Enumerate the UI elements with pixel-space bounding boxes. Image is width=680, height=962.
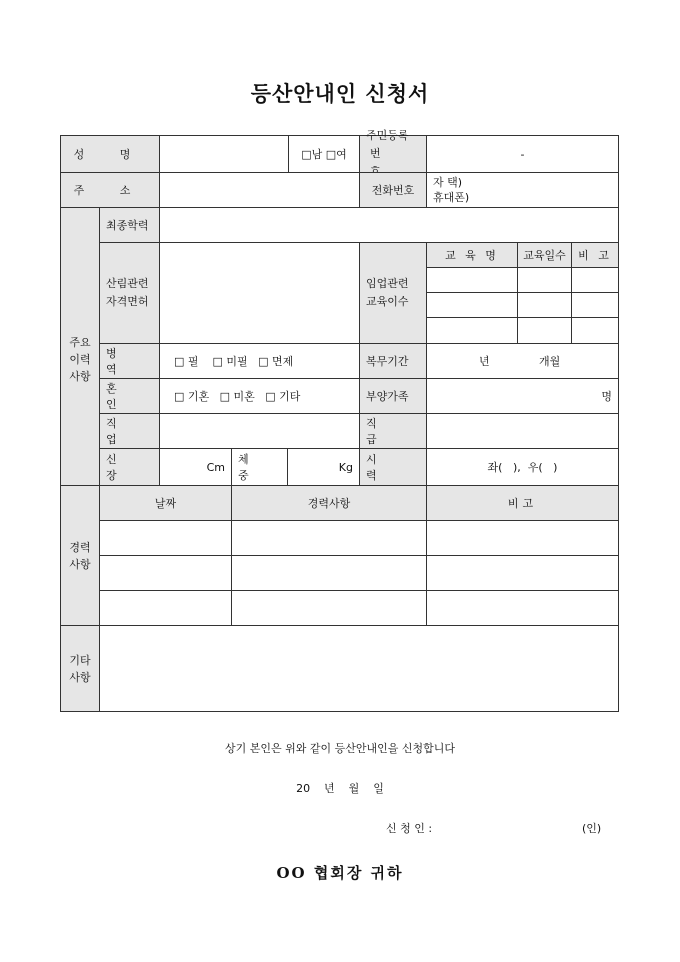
forest-license-input[interactable] (159, 242, 360, 344)
history-label-cell (60, 207, 100, 486)
height-input[interactable]: Cm (159, 448, 232, 486)
edu-row-1-name[interactable] (426, 267, 518, 293)
height-label-cell: 신 장 (99, 448, 160, 486)
form-grid (60, 129, 619, 712)
address-input[interactable] (159, 172, 360, 208)
job-label-cell: 직 업 (99, 413, 160, 449)
career-row-1-detail[interactable] (231, 520, 427, 556)
rank-label-cell: 직 급 (359, 413, 427, 449)
forest-license-label-cell (99, 242, 160, 344)
resident-no-label-2: 번 (370, 147, 401, 160)
military-label-cell: 병 역 (99, 343, 160, 379)
career-header-note: 비고 (426, 485, 619, 521)
forest-license-label-2: 자격면허 (106, 295, 149, 308)
edu-row-3-name[interactable] (426, 317, 518, 344)
career-row-3-note[interactable] (426, 590, 619, 626)
name-label-cell: 성 명 (60, 135, 160, 173)
edu-row-3-note[interactable] (571, 317, 619, 344)
weight-label-cell: 체 중 (231, 448, 288, 486)
seal-mark: (인) (582, 822, 602, 835)
resident-no-input[interactable]: - (426, 135, 619, 173)
military-options[interactable]: □ 필 □ 미필 □ 면제 (159, 343, 360, 379)
edu-row-2-note[interactable] (571, 292, 619, 318)
service-period-input[interactable] (426, 343, 619, 379)
service-month-unit: 개월 (539, 355, 561, 368)
vision-label-cell: 시 력 (359, 448, 427, 486)
other-input[interactable] (99, 625, 619, 712)
recipient-line: OO 협회장 귀하 (276, 864, 404, 882)
career-row-1-note[interactable] (426, 520, 619, 556)
career-row-2-detail[interactable] (231, 555, 427, 591)
resident-no-label-1: 주민등록 (366, 129, 409, 142)
service-year-unit: 년 (479, 355, 490, 368)
name-input[interactable] (159, 135, 289, 173)
date-line: 20 년 월 일 (296, 782, 384, 795)
address-label-cell: 주 소 (60, 172, 160, 208)
forest-edu-label-2: 교육이수 (366, 295, 409, 308)
service-period-label-cell: 복무기간 (359, 343, 427, 379)
history-label-3: 사항 (69, 370, 91, 383)
resident-no-label-cell (359, 129, 427, 173)
edu-row-3-days[interactable] (517, 317, 572, 344)
history-label-2: 이력 (69, 353, 91, 366)
career-row-2-note[interactable] (426, 555, 619, 591)
career-label-2: 사항 (69, 557, 91, 571)
weight-input[interactable]: Kg (287, 448, 360, 486)
forest-license-label-1: 산림관련 (106, 277, 149, 290)
education-input[interactable] (159, 207, 619, 243)
statement-text: 상기 본인은 위와 같이 등산안내인을 신청합니다 (224, 742, 455, 755)
forest-edu-label-1: 임업관련 (366, 277, 409, 290)
edu-header-note: 비 고 (571, 242, 619, 268)
gender-checkbox[interactable]: □남 □여 (288, 135, 360, 173)
phone-mobile-label: 휴대폰) (433, 191, 470, 204)
career-row-3-date[interactable] (99, 590, 232, 626)
phone-home-label: 자 택) (433, 176, 463, 189)
dependents-label-cell: 부양가족 (359, 378, 427, 414)
edu-header-days: 교육일수 (517, 242, 572, 268)
page-title: 등산안내인 신청서 (250, 81, 430, 106)
other-label-2: 사항 (69, 670, 91, 684)
other-label-cell (60, 625, 100, 712)
edu-row-2-days[interactable] (517, 292, 572, 318)
other-label-1: 기타 (69, 653, 91, 667)
vision-input[interactable]: 좌( ), 우( ) (426, 448, 619, 486)
career-label-cell (60, 485, 100, 626)
history-label-1: 주요 (69, 336, 91, 349)
rank-input[interactable] (426, 413, 619, 449)
edu-header-name: 교 육 명 (426, 242, 518, 268)
forest-edu-label-cell (359, 242, 427, 344)
marriage-options[interactable]: □ 기혼 □ 미혼 □ 기타 (159, 378, 360, 414)
phone-input[interactable] (426, 172, 619, 208)
edu-row-2-name[interactable] (426, 292, 518, 318)
applicant-label: 신 청 인 : (386, 822, 433, 835)
career-header-detail: 경력사항 (231, 485, 427, 521)
career-header-date: 날짜 (99, 485, 232, 521)
edu-row-1-note[interactable] (571, 267, 619, 293)
edu-row-1-days[interactable] (517, 267, 572, 293)
job-input[interactable] (159, 413, 360, 449)
career-row-3-detail[interactable] (231, 590, 427, 626)
phone-label-cell: 전화번호 (359, 172, 427, 208)
dependents-input[interactable]: 명 (426, 378, 619, 414)
education-label-cell: 최종학력 (99, 207, 160, 243)
marriage-label-cell: 혼 인 (99, 378, 160, 414)
career-row-2-date[interactable] (99, 555, 232, 591)
career-row-1-date[interactable] (99, 520, 232, 556)
career-label-1: 경력 (69, 540, 91, 554)
